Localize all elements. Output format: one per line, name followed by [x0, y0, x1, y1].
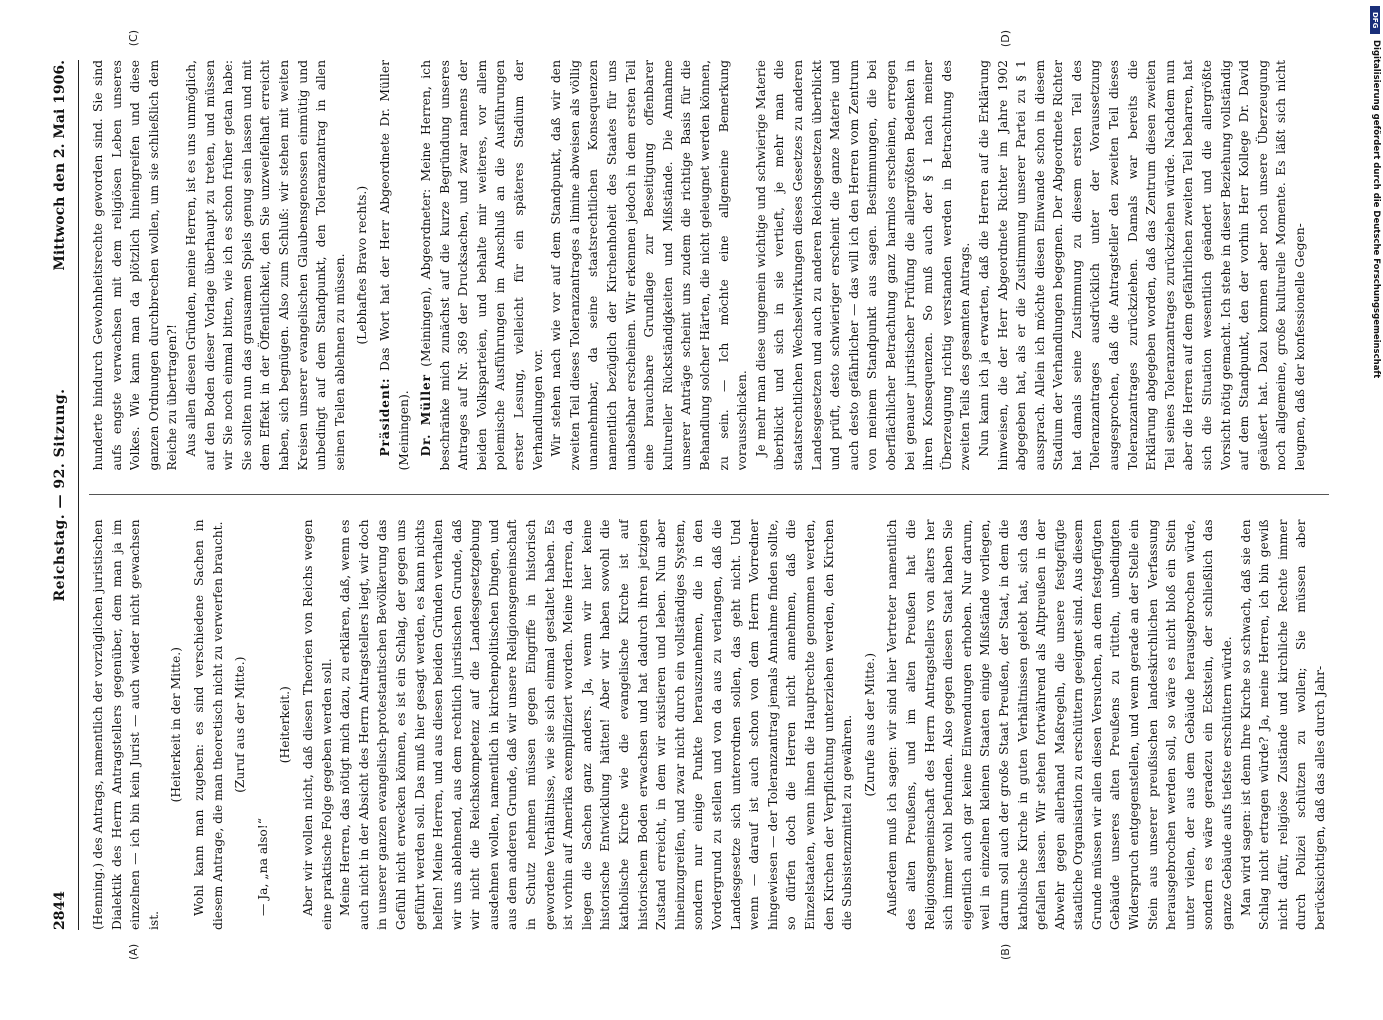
speaker-paragraph — [376, 60, 413, 471]
paragraph: Meine Herren, das nötigt mich dazu, zu erklären, daß, wenn es auch nicht in der Absicht des Herrn Antragstellers liegt, wir doch in unserer ganzen evangelisch-protestantischen Bevölkerung das Gefühl nicht erwecken können, es ist ein Schlag, der gegen uns geführt werden soll. Das muß hier gesagt werden, es kann nichts helfen! Meine Herren, und aus diesen beiden Gründen verhalten wir uns ablehnend, aus dem rechtlich juristischen Grunde, daß wir nicht die Reichskompetenz auf die Landesgesetzgebung ausdehnen wollen, namentlich in kirchenpolitischen Dingen, und aus dem anderen Grunde, daß wir unsere Religionsgemeinschaft in Schutz nehmen müssen gegen Eingriffe in historisch gewordene Verhältnisse, wie sie sich einmal gestaltet haben. Es ist vorhin auf Amerika exemplifiziert worden. Meine Herren, da liegen die Sachen ganz anders. Ja, wenn wir hier keine historische Entwicklung hätten! Aber wir haben sowohl die katholische Kirche wie die evangelische Kirche ist auf historischem Boden erwachsen und hat dadurch ihren jetzigen Zustand erreicht, in dem wir existieren und leben. Nun aber hineinzugreifen, und zwar nicht durch ein vollständiges System, sondern nur einige Punkte herauszunehmen, die in den Vordergrund zu stellen und von da aus zu verlangen, daß die Landesgesetze sich unterordnen sollen, das geht nicht. Und wenn — darauf ist auch schon von dem Herrn Vorredner hingewiesen — der Toleranzantrag jemals Annahme finden sollte, so dürfen doch die Herren nicht annehmen, daß die Einzelstaaten, wenn ihnen die Hauptrechte genommen werden, den Kirchen der Verpflichtung unterziehen werden, den Kirchen die Subsistenzmittel zu gewähren. — [338, 519, 855, 930]
session-date: Mittwoch den 2. Mai 1906. — [52, 60, 68, 271]
paragraph: Aus allen diesen Gründen, meine Herren, ist es uns unmöglich, auf den Boden dieser Vorlage überhaupt zu treten, und müssen wir Sie noch einmal bitten, wie ich es schon früher getan habe: Sie sollten nun das grausamen Spiels genug sein lassen und mit dem Effekt in der Öffentlichkeit, den Sie unzweifelhaft erreicht haben, sich begnügen. Also zum Schluß: wir stehen mit weiten Kreisen unserer evangelischen Glaubensgenossen einmütig und unbedingt auf dem Standpunkt, den Toleranzantrag in allen seinen Teilen ablehnen zu müssen. — [183, 60, 347, 471]
remark: (Lebhaftes Bravo rechts.) — [355, 185, 370, 345]
margin-mark-a: (A) — [127, 943, 140, 960]
page-header — [44, 60, 79, 930]
speaker-name: Präsident: — [376, 377, 392, 457]
speaker-paragraph — [417, 60, 547, 471]
speaker-text: (Meiningen), Abgeordneter: Meine Herren, ich beschränke mich zunächst auf die kurze Begründung unseres Antrages auf Nr. 369 der Drucksachen, und zwar namens der beiden Volksparteien, und behalte mir weiteres, vor allem polemische Ausführungen im Anschluß an die Ausführungen erster Lesung, vielleicht für ein späteres Stadium der Verhandlungen vor. — [419, 60, 545, 471]
dfg-logo: DFG — [1370, 6, 1380, 34]
remark: (Zurufe aus der Mitte.) — [862, 652, 877, 797]
margin-mark-c: (C) — [127, 30, 140, 47]
speaker-name: Dr. Müller — [418, 374, 434, 457]
paragraph: Außerdem muß ich sagen: wir sind hier Vertreter namentlich des alten Preußens, und im alten Preußen hat die Religionsgemeinschaft des Herrn Antragstellers von alters her sich immer wohl befunden. Also gegen diesen Staat haben Sie eigentlich auch gar keine Einwendungen erhoben. Nur darum, weil in einzelnen kleinen Staaten einige Mißstände vorliegen, darum soll auch der große Staat Preußen, der Staat, in dem die katholische Kirche in guten Verhältnissen gelebt hat, sich das gefallen lassen. Wir stehen fortwährend als Altpreußen in der Abwehr gegen allerhand Maßregeln, die unsere festgefügte staatliche Organisation zu erschüttern geeignet sind. Aus diesem Grunde müssen wir allen diesen Versuchen, an dem festgefügten Gebäude unseres alten Preußens zu rütteln, unbedingten Widerspruch entgegenstellen, und wenn gerade an der Stelle ein Stein aus unserer preußischen landeskirchlichen Verfassung herausgebrochen werden soll, so wäre es nicht bloß ein Stein unter vielen, der aus dem Gebäude herausgebrochen würde, sondern es wäre geradezu ein Eckstein, der schließlich das ganze Gebäude aufs tiefste erschüttern würde. — [885, 519, 1235, 930]
remark: (Zuruf aus der Mitte.) — [233, 656, 248, 793]
remark: (Heiterkeit.) — [278, 686, 293, 764]
left-column — [89, 520, 1329, 931]
paragraph: Man wird sagen: ist denn Ihre Kirche so schwach, daß sie den Schlag nicht ertragen würde? Ja, meine Herren, ich bin gewiß nicht dafür, religiöse Zustände und kirchliche Rechte immer durch Polizei schützen zu wollen; Sie müssen aber berücksichtigen, daß das alles durch Jahr- — [1238, 519, 1327, 930]
remark: (Heiterkeit in der Mitte.) — [169, 647, 184, 803]
paragraph: — Ja, „na also!“ — [255, 817, 270, 916]
column-divider — [89, 495, 1329, 496]
text-columns — [89, 30, 1329, 960]
margin-mark-b: (B) — [999, 943, 1012, 960]
paragraph: hunderte hindurch Gewohnheitsrechte geworden sind. Sie sind aufs engste verwachsen mit dem religiösen Leben unseres Volkes. Wie kann man da plötzlich hineingreifen und diese ganzen Ordnungen durchbrechen wollen, um sie schließlich dem Reiche zu übertragen?! — [91, 60, 180, 471]
credit-text: Digitalisierung gefördert durch die Deutsche Forschungsgemeinschaft — [1371, 40, 1381, 379]
paragraph: Nun kann ich ja erwarten, daß die Herren auf die Erklärung hinweisen, die der Herr Abgeordnete Richter im Jahre 1902 abgegeben hat, als er die Zustimmung unserer Partei zu § 1 aussprach. Allein ich möchte diesen Einwande schon in diesem Stadium der Verhandlungen begegnen. Der Abgeordnete Richter hat damals seine Zustimmung zu diesem ersten Teil des Toleranzantrages ausdrücklich unter der Voraussetzung ausgesprochen, daß die Antragsteller den zweiten Teil dieses Toleranzantrages zurückziehen. Damals war bereits die Erklärung abgegeben worden, daß das Zentrum diesen zweiten Teil seines Toleranzantrages zurückziehen würde. Nachdem nun aber die Herren auf dem gefährlichen zweiten Teil beharren, hat sich die Situation wesentlich geändert und die allergrößte Vorsicht nötig gemacht. Ich stehe in dieser Beziehung vollständig auf dem Standpunkt, den der vorhin Herr Kollege Dr. David geäußert hat. Dazu kommen aber noch unsere Überzeugung noch allgemeine, große kulturelle Momente. Es läßt sich nicht leugnen, daß der konfessionelle Gegen- — [976, 60, 1307, 471]
paragraph: (Henning.) des Antrags, namentlich der vorzüglichen juristischen Dialektik des Herrn Antragstellers gegenüber, dem man ja im einzelnen — ich bin kein Jurist — auch wieder nicht gewachsen ist. — [91, 519, 161, 930]
paragraph: Je mehr man diese ungemein wichtige und schwierige Materie überblickt und sich in sie vertieft, je mehr man die staatsrechtlichen Wechselwirkungen dieses Gesetzes zu anderen Landesgesetzen und auch zu anderen Reichsgesetzen überblickt und prüft, desto schwieriger erscheint die ganze Materie und auch desto gefährlicher — das will ich den Herren vom Zentrum von meinem Standpunkt aus sagen. Bestimmungen, die bei oberflächlicher Betrachtung ganz harmlos erscheinen, erregen bei genauer juristischer Prüfung die allergrößten Bedenken in ihren Konsequenzen. So muß auch der § 1 nach meiner Überzeugung richtig verstanden werden in Betrachtung des zweiten Teils des gesamten Antrags. — [753, 60, 973, 471]
margin-mark-d: (D) — [999, 30, 1012, 48]
paragraph: Wohl kann man zugeben: es sind verschiedene Sachen in diesem Antrage, die man theoretisch nicht zu verwerfen braucht. — [191, 519, 225, 930]
right-column — [89, 60, 1329, 471]
session-title: Reichstag. — 92. Sitzung. — [52, 388, 68, 602]
page-number: 2844 — [52, 891, 68, 930]
paragraph: Wir stehen nach wie vor auf dem Standpunkt, daß wir den zweiten Teil dieses Toleranzantrages a limine abweisen als völlig unannehmbar, da seine staatsrechtlichen Konsequenzen namentlich bezüglich der Kirchenhoheit des Staates für uns unabsehbar erscheinen. Wir erkennen jedoch in dem ersten Teil eine brauchbare Grundlage zur Beseitigung offenbarer kultureller Rückständigkeiten und Mißstände. Die Annahme unserer Anträge scheint uns zudem die richtige Basis für die Behandlung solcher Härten, die nicht geleugnet werden können, zu sein. — Ich möchte eine allgemeine Bemerkung vorausschicken. — [549, 60, 750, 471]
paragraph: Aber wir wollen nicht, daß diesen Theorien von Reichs wegen eine praktische Folge gegeben werden soll. — [300, 519, 334, 930]
speaker-text: Das Wort hat der Herr Abgeordnete Dr. Müller (Meiningen). — [377, 60, 411, 471]
digitization-credit — [1369, 40, 1381, 990]
